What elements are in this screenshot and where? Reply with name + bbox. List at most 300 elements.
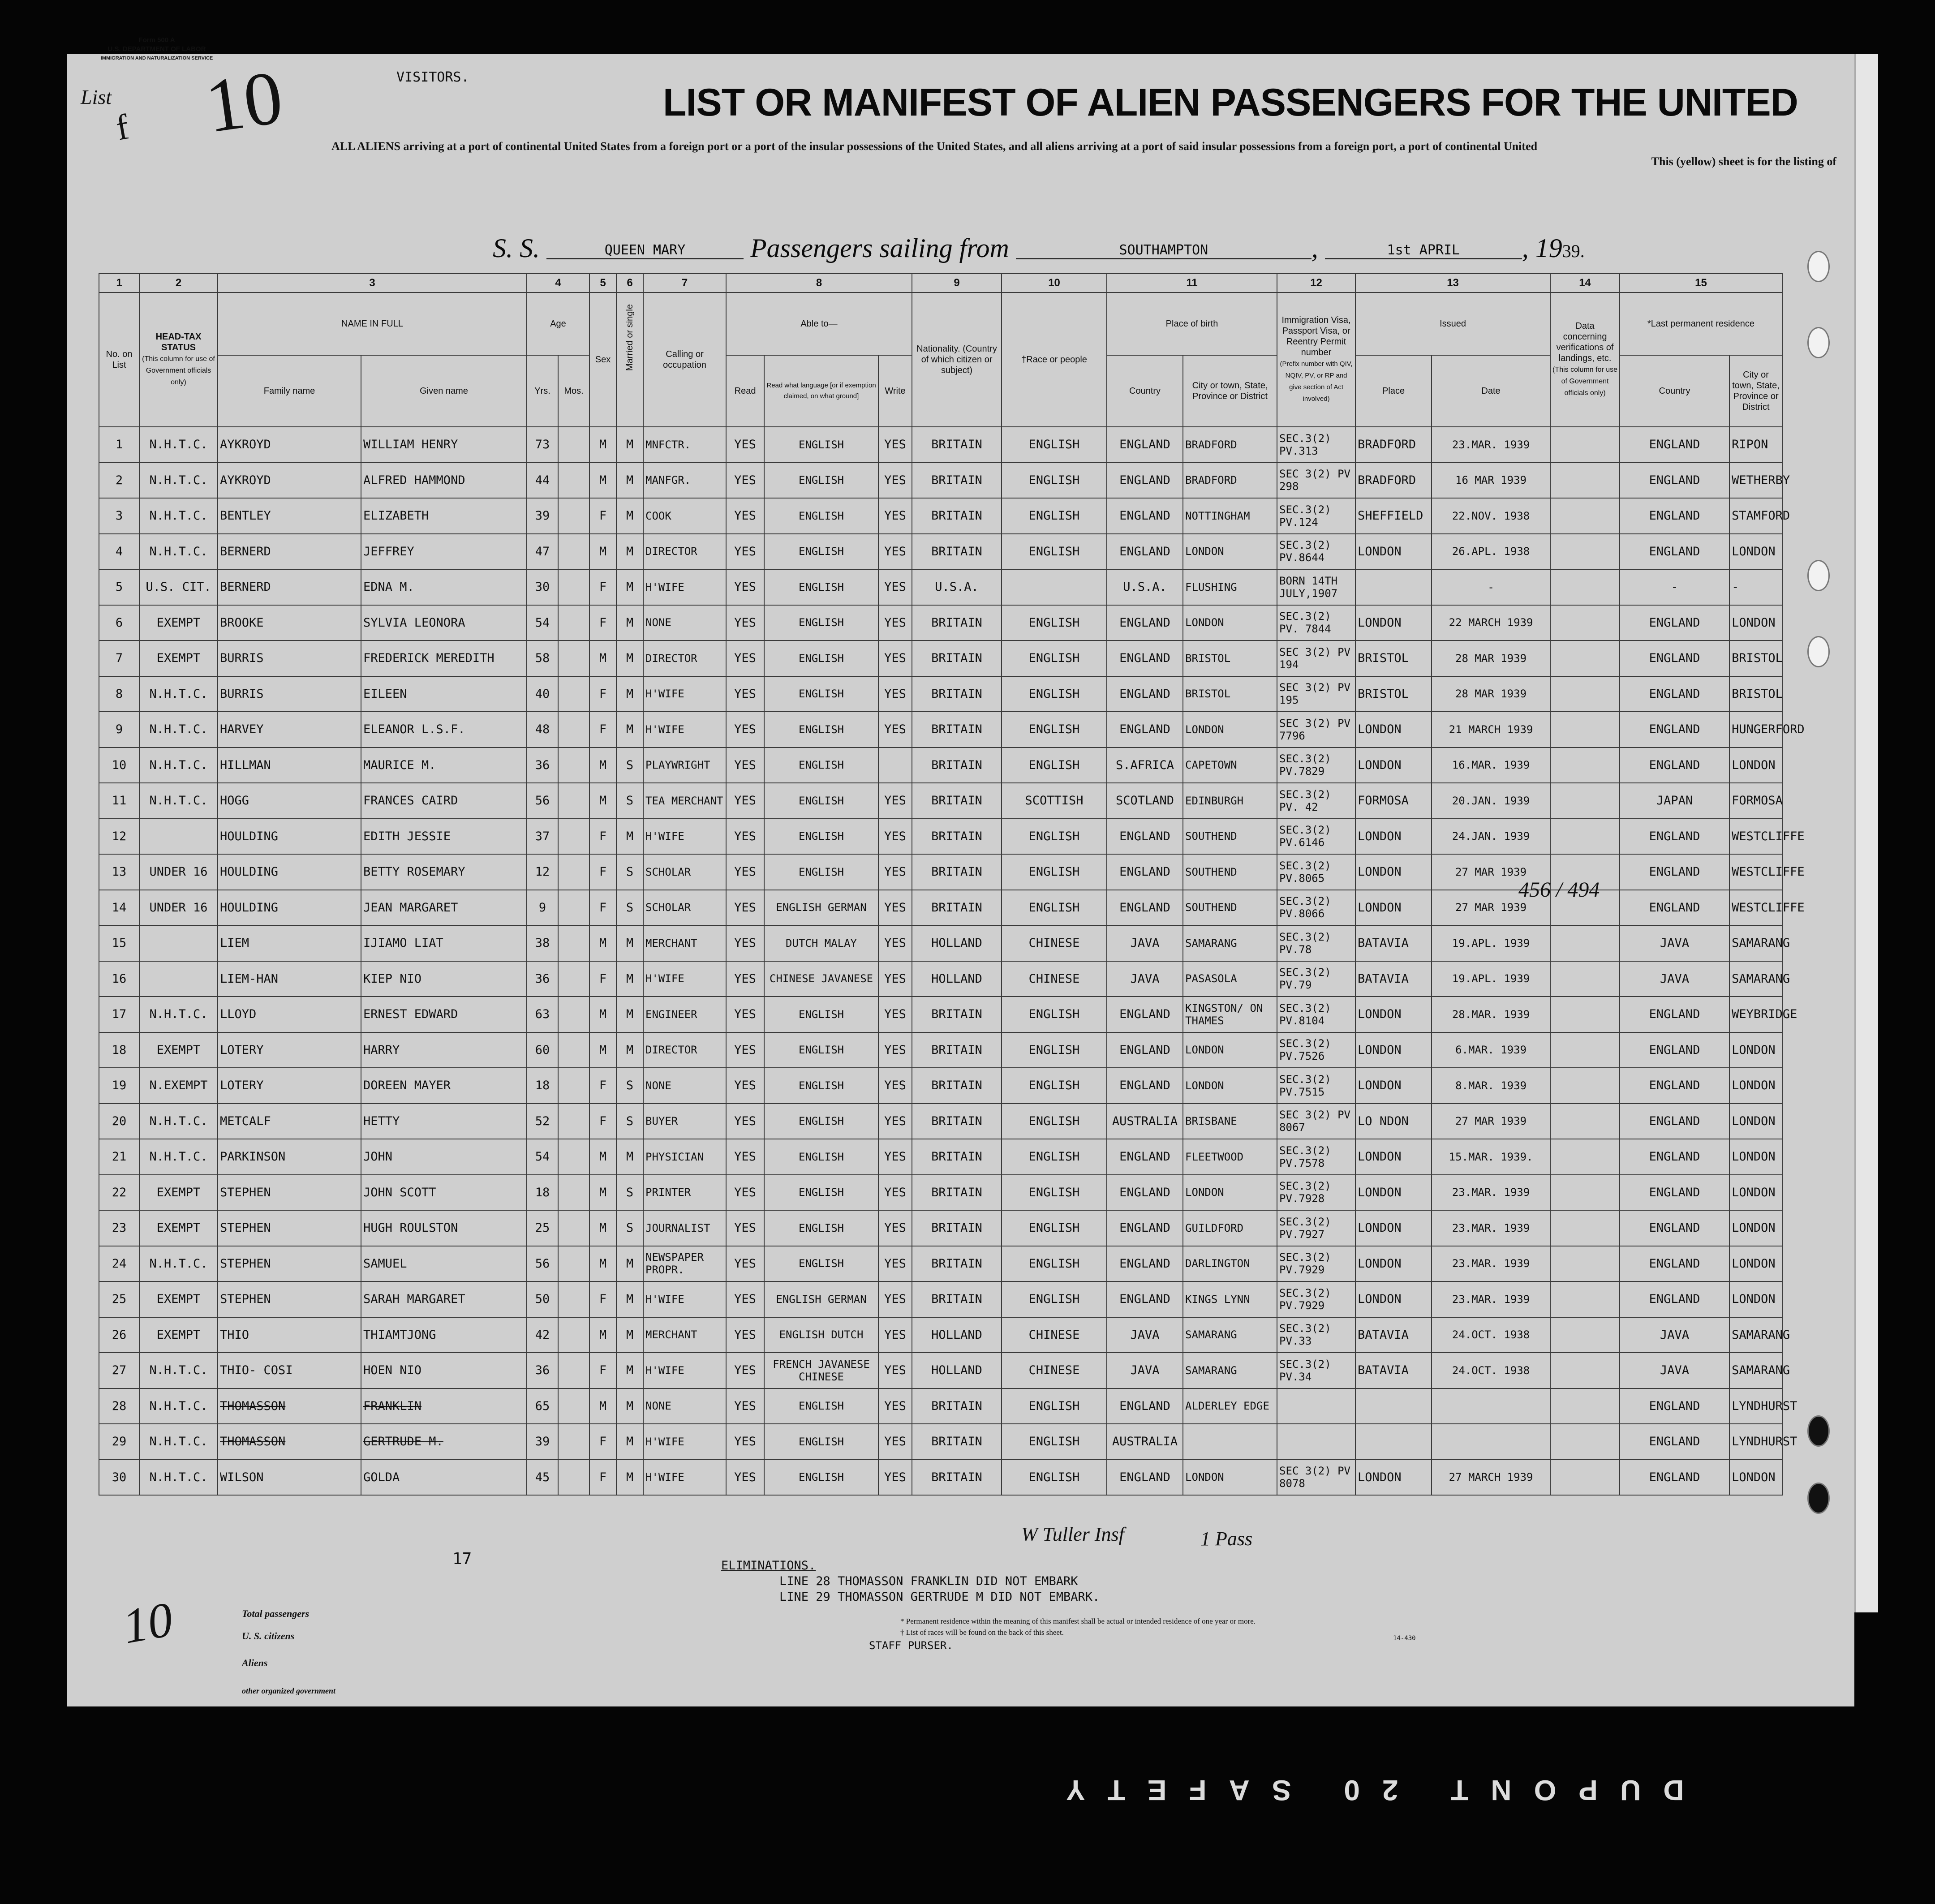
verification-note: (This column for use of Government officials only) xyxy=(1552,366,1618,397)
residence-city: HUNGERFORD xyxy=(1729,712,1782,748)
verification xyxy=(1550,1175,1620,1211)
visa-number: SEC.3(2) PV.7929 xyxy=(1277,1246,1355,1282)
can-read: YES xyxy=(726,1353,764,1388)
residence-country: ENGLAND xyxy=(1620,712,1729,748)
issue-date: 23.MAR. 1939 xyxy=(1432,1210,1550,1246)
residence-country: JAPAN xyxy=(1620,783,1729,819)
nationality: BRITAIN xyxy=(912,819,1002,855)
head-tax-status: N.EXEMPT xyxy=(139,1068,218,1104)
read-language: ENGLISH xyxy=(764,605,878,641)
race: ENGLISH xyxy=(1002,748,1107,783)
occupation: SCHOLAR xyxy=(643,854,726,890)
marital-status: M xyxy=(616,498,643,534)
read-language: ENGLISH xyxy=(764,1424,878,1460)
head-tax-status: N.H.T.C. xyxy=(139,748,218,783)
can-write: YES xyxy=(878,925,912,961)
residence-city: SAMARANG xyxy=(1729,961,1782,997)
race: CHINESE xyxy=(1002,1317,1107,1353)
read-language: CHINESE JAVANESE xyxy=(764,961,878,997)
occupation: H'WIFE xyxy=(643,712,726,748)
residence-city: SAMARANG xyxy=(1729,1353,1782,1388)
age-years: 37 xyxy=(527,819,558,855)
visa-header xyxy=(1277,292,1355,427)
given-name: EILEEN xyxy=(361,676,527,712)
issue-place: LONDON xyxy=(1355,1210,1432,1246)
issue-date: 27 MAR 1939 xyxy=(1432,890,1550,926)
visa-number: SEC.3(2) PV.78 xyxy=(1277,925,1355,961)
birth-city: BRADFORD xyxy=(1183,463,1277,499)
table-row xyxy=(99,748,1782,783)
row-number: 15 xyxy=(99,925,139,961)
residence-country: ENGLAND xyxy=(1620,1210,1729,1246)
can-write: YES xyxy=(878,498,912,534)
given-name: THIAMTJONG xyxy=(361,1317,527,1353)
verification xyxy=(1550,1068,1620,1104)
verification xyxy=(1550,1032,1620,1068)
residence-country: JAVA xyxy=(1620,1317,1729,1353)
residence-city: SAMARANG xyxy=(1729,1317,1782,1353)
header-row-1 xyxy=(99,292,1782,355)
nationality: BRITAIN xyxy=(912,605,1002,641)
table-row xyxy=(99,783,1782,819)
verification xyxy=(1550,427,1620,463)
row-number: 14 xyxy=(99,890,139,926)
sex: F xyxy=(589,1068,616,1104)
marital-status: S xyxy=(616,783,643,819)
issue-place: BATAVIA xyxy=(1355,1317,1432,1353)
nationality: BRITAIN xyxy=(912,1068,1002,1104)
row-number: 1 xyxy=(99,427,139,463)
age-months xyxy=(558,1139,589,1175)
ss-label: S. S. xyxy=(493,233,540,263)
nationality: BRITAIN xyxy=(912,640,1002,676)
can-read: YES xyxy=(726,1388,764,1424)
nationality: BRITAIN xyxy=(912,1104,1002,1139)
occupation: H'WIFE xyxy=(643,1460,726,1496)
issue-place: LONDON xyxy=(1355,1032,1432,1068)
marital-status: S xyxy=(616,1210,643,1246)
residence-country: ENGLAND xyxy=(1620,854,1729,890)
marital-status: M xyxy=(616,1317,643,1353)
issue-date: 23.MAR. 1939 xyxy=(1432,1246,1550,1282)
nationality: BRITAIN xyxy=(912,427,1002,463)
age-years: 38 xyxy=(527,925,558,961)
can-read: YES xyxy=(726,1424,764,1460)
race xyxy=(1002,569,1107,605)
visa-number: SEC.3(2) PV.8104 xyxy=(1277,997,1355,1032)
colnum: 1 xyxy=(99,274,139,292)
issue-date: 21 MARCH 1939 xyxy=(1432,712,1550,748)
head-tax-status: EXEMPT xyxy=(139,640,218,676)
race: ENGLISH xyxy=(1002,1460,1107,1496)
birth-country: ENGLAND xyxy=(1107,819,1183,855)
family-name: STEPHEN xyxy=(218,1175,361,1211)
nationality: BRITAIN xyxy=(912,854,1002,890)
given-name-header: Given name xyxy=(361,355,527,427)
given-name: DOREEN MAYER xyxy=(361,1068,527,1104)
residence-country: - xyxy=(1620,569,1729,605)
issue-date: 27 MARCH 1939 xyxy=(1432,1460,1550,1496)
issue-date: 16 MAR 1939 xyxy=(1432,463,1550,499)
residence-city: BRISTOL xyxy=(1729,640,1782,676)
given-name: SAMUEL xyxy=(361,1246,527,1282)
occupation: NEWSPAPER PROPR. xyxy=(643,1246,726,1282)
race: ENGLISH xyxy=(1002,498,1107,534)
residence-city: LONDON xyxy=(1729,534,1782,570)
visa-number: SEC.3(2) PV.7515 xyxy=(1277,1068,1355,1104)
visa-number: SEC.3(2) PV.7928 xyxy=(1277,1175,1355,1211)
years-header: Yrs. xyxy=(527,355,558,427)
visa-number: SEC.3(2) PV. 7844 xyxy=(1277,605,1355,641)
age-months xyxy=(558,676,589,712)
read-language: ENGLISH xyxy=(764,1210,878,1246)
marital-status: M xyxy=(616,712,643,748)
sex: F xyxy=(589,854,616,890)
verification xyxy=(1550,605,1620,641)
age-months xyxy=(558,748,589,783)
issue-date: 23.MAR. 1939 xyxy=(1432,427,1550,463)
issue-date: 19.APL. 1939 xyxy=(1432,925,1550,961)
nationality: HOLLAND xyxy=(912,925,1002,961)
age-years: 47 xyxy=(527,534,558,570)
marital-status: M xyxy=(616,1424,643,1460)
given-name: FREDERICK MEREDITH xyxy=(361,640,527,676)
visa-number: BORN 14TH JULY,1907 xyxy=(1277,569,1355,605)
read-language: ENGLISH xyxy=(764,854,878,890)
can-read: YES xyxy=(726,961,764,997)
nationality: BRITAIN xyxy=(912,783,1002,819)
residence-country: ENGLAND xyxy=(1620,1424,1729,1460)
read-language: ENGLISH xyxy=(764,640,878,676)
head-tax-status: N.H.T.C. xyxy=(139,783,218,819)
visa-number xyxy=(1277,1388,1355,1424)
residence-city: LONDON xyxy=(1729,1210,1782,1246)
issue-place: BATAVIA xyxy=(1355,1353,1432,1388)
marital-status: M xyxy=(616,534,643,570)
residence-country: ENGLAND xyxy=(1620,819,1729,855)
family-name: WILSON xyxy=(218,1460,361,1496)
residence-city-header: City or town, State, Province or District xyxy=(1729,355,1782,427)
nationality: BRITAIN xyxy=(912,712,1002,748)
issue-date: 23.MAR. 1939 xyxy=(1432,1175,1550,1211)
birth-country: ENGLAND xyxy=(1107,1032,1183,1068)
occupation: H'WIFE xyxy=(643,676,726,712)
can-read: YES xyxy=(726,1317,764,1353)
sex: M xyxy=(589,925,616,961)
colnum: 9 xyxy=(912,274,1002,292)
residence-city: SAMARANG xyxy=(1729,925,1782,961)
can-write xyxy=(878,748,912,783)
sheet-edge xyxy=(1854,54,1878,1612)
read-language: ENGLISH xyxy=(764,569,878,605)
birth-city: SOUTHEND xyxy=(1183,890,1277,926)
colnum: 12 xyxy=(1277,274,1355,292)
family-name: AYKROYD xyxy=(218,427,361,463)
birth-country: ENGLAND xyxy=(1107,427,1183,463)
sex: F xyxy=(589,1460,616,1496)
issue-place: BATAVIA xyxy=(1355,961,1432,997)
read-language: ENGLISH xyxy=(764,1068,878,1104)
can-read: YES xyxy=(726,783,764,819)
issue-date: 23.MAR. 1939 xyxy=(1432,1281,1550,1317)
can-write: YES xyxy=(878,1317,912,1353)
residence-city: LONDON xyxy=(1729,1246,1782,1282)
issue-date: 8.MAR. 1939 xyxy=(1432,1068,1550,1104)
can-write: YES xyxy=(878,427,912,463)
family-name: HOULDING xyxy=(218,890,361,926)
occupation: MERCHANT xyxy=(643,1317,726,1353)
birth-country: ENGLAND xyxy=(1107,1175,1183,1211)
sex: M xyxy=(589,1175,616,1211)
family-name: HOULDING xyxy=(218,819,361,855)
age-years: 44 xyxy=(527,463,558,499)
given-name: JOHN SCOTT xyxy=(361,1175,527,1211)
row-number: 20 xyxy=(99,1104,139,1139)
age-months xyxy=(558,498,589,534)
sex: F xyxy=(589,961,616,997)
race: ENGLISH xyxy=(1002,1032,1107,1068)
race: ENGLISH xyxy=(1002,605,1107,641)
age-years: 25 xyxy=(527,1210,558,1246)
occupation: MANFGR. xyxy=(643,463,726,499)
can-read: YES xyxy=(726,1210,764,1246)
issue-date-header: Date xyxy=(1432,355,1550,427)
verification xyxy=(1550,748,1620,783)
verification xyxy=(1550,1353,1620,1388)
family-name: BENTLEY xyxy=(218,498,361,534)
table-row xyxy=(99,1317,1782,1353)
residence-country: ENGLAND xyxy=(1620,1460,1729,1496)
family-name: HARVEY xyxy=(218,712,361,748)
given-name: FRANCES CAIRD xyxy=(361,783,527,819)
read-language: ENGLISH DUTCH xyxy=(764,1317,878,1353)
visa-number: SEC 3(2) PV 195 xyxy=(1277,676,1355,712)
table-row xyxy=(99,427,1782,463)
marital-status: M xyxy=(616,605,643,641)
table-row xyxy=(99,925,1782,961)
birth-country: JAVA xyxy=(1107,1317,1183,1353)
age-months xyxy=(558,1317,589,1353)
occupation: SCHOLAR xyxy=(643,890,726,926)
can-read: YES xyxy=(726,1246,764,1282)
occupation: H'WIFE xyxy=(643,1424,726,1460)
can-write: YES xyxy=(878,1246,912,1282)
married-header-text: Married or single xyxy=(625,304,635,371)
occupation: DIRECTOR xyxy=(643,640,726,676)
calling-header: Calling or occupation xyxy=(643,292,726,427)
nationality: BRITAIN xyxy=(912,676,1002,712)
row-number: 30 xyxy=(99,1460,139,1496)
family-name: AYKROYD xyxy=(218,463,361,499)
visa-number: SEC.3(2) PV.8644 xyxy=(1277,534,1355,570)
verification xyxy=(1550,498,1620,534)
race: ENGLISH xyxy=(1002,427,1107,463)
age-months xyxy=(558,1281,589,1317)
marital-status: S xyxy=(616,748,643,783)
birth-country: ENGLAND xyxy=(1107,463,1183,499)
sex: F xyxy=(589,712,616,748)
age-months xyxy=(558,890,589,926)
birth-country: S.AFRICA xyxy=(1107,748,1183,783)
given-name: HETTY xyxy=(361,1104,527,1139)
given-name: GOLDA xyxy=(361,1460,527,1496)
birth-city-header: City or town, State, Province or District xyxy=(1183,355,1277,427)
birth-country: ENGLAND xyxy=(1107,1139,1183,1175)
residence-city: WESTCLIFFE xyxy=(1729,854,1782,890)
marital-status: S xyxy=(616,1104,643,1139)
visa-number: SEC 3(2) PV 7796 xyxy=(1277,712,1355,748)
age-years: 40 xyxy=(527,676,558,712)
age-months xyxy=(558,1246,589,1282)
head-tax-status: U.S. CIT. xyxy=(139,569,218,605)
given-name: ERNEST EDWARD xyxy=(361,997,527,1032)
verification xyxy=(1550,712,1620,748)
row-number: 4 xyxy=(99,534,139,570)
head-tax-status: N.H.T.C. xyxy=(139,1424,218,1460)
can-read: YES xyxy=(726,712,764,748)
residence-country: ENGLAND xyxy=(1620,498,1729,534)
head-tax-status: EXEMPT xyxy=(139,1317,218,1353)
birth-country: ENGLAND xyxy=(1107,605,1183,641)
marital-status: M xyxy=(616,961,643,997)
read-language: ENGLISH xyxy=(764,534,878,570)
table-row xyxy=(99,498,1782,534)
race: ENGLISH xyxy=(1002,1175,1107,1211)
can-write: YES xyxy=(878,1388,912,1424)
inspector-note: W Tuller Insf xyxy=(1021,1523,1124,1545)
residence-city: LYNDHURST xyxy=(1729,1388,1782,1424)
form-code: 14-430 xyxy=(1393,1635,1416,1642)
age-months xyxy=(558,1068,589,1104)
given-name: JOHN xyxy=(361,1139,527,1175)
marital-status: M xyxy=(616,1460,643,1496)
visa-number: SEC.3(2) PV.79 xyxy=(1277,961,1355,997)
residence-city: WESTCLIFFE xyxy=(1729,819,1782,855)
birth-country: JAVA xyxy=(1107,961,1183,997)
race: ENGLISH xyxy=(1002,819,1107,855)
issue-place: LONDON xyxy=(1355,1175,1432,1211)
birth-city: LONDON xyxy=(1183,1068,1277,1104)
head-tax-title: HEAD-TAX STATUS xyxy=(155,332,202,352)
family-name: BURRIS xyxy=(218,676,361,712)
footnote-races: † List of races will be found on the back of this sheet. xyxy=(900,1628,1064,1637)
age-years: 60 xyxy=(527,1032,558,1068)
residence-country-header: Country xyxy=(1620,355,1729,427)
age-years: 56 xyxy=(527,783,558,819)
sex: F xyxy=(589,569,616,605)
verification xyxy=(1550,676,1620,712)
nationality: HOLLAND xyxy=(912,1317,1002,1353)
occupation: H'WIFE xyxy=(643,1281,726,1317)
row-number: 27 xyxy=(99,1353,139,1388)
marital-status: M xyxy=(616,427,643,463)
residence-city: LYNDHURST xyxy=(1729,1424,1782,1460)
sex: M xyxy=(589,463,616,499)
can-write: YES xyxy=(878,1210,912,1246)
row-number: 6 xyxy=(99,605,139,641)
staff-purser-label: STAFF PURSER. xyxy=(869,1639,953,1652)
occupation: NONE xyxy=(643,1068,726,1104)
read-language: DUTCH MALAY xyxy=(764,925,878,961)
film-edge-marking: DUPONT 20 SAFETY xyxy=(1044,1774,1684,1806)
read-language: ENGLISH xyxy=(764,1460,878,1496)
read-language: ENGLISH xyxy=(764,997,878,1032)
colnum: 7 xyxy=(643,274,726,292)
residence-country: ENGLAND xyxy=(1620,1068,1729,1104)
service-name: IMMIGRATION AND NATURALIZATION SERVICE xyxy=(100,56,213,61)
verification-handwriting: 456 / 494 xyxy=(1518,878,1600,902)
occupation: MNFCTR. xyxy=(643,427,726,463)
age-years: 65 xyxy=(527,1388,558,1424)
can-write: YES xyxy=(878,1139,912,1175)
read-language: ENGLISH xyxy=(764,783,878,819)
issue-date: 26.APL. 1938 xyxy=(1432,534,1550,570)
head-tax-status xyxy=(139,925,218,961)
sex-header: Sex xyxy=(589,292,616,427)
visa-number: SEC 3(2) PV 8078 xyxy=(1277,1460,1355,1496)
issue-place: LONDON xyxy=(1355,1068,1432,1104)
birth-city: EDINBURGH xyxy=(1183,783,1277,819)
birth-city: GUILDFORD xyxy=(1183,1210,1277,1246)
birth-country: ENGLAND xyxy=(1107,854,1183,890)
visa-number: SEC.3(2) PV.313 xyxy=(1277,427,1355,463)
issue-date: - xyxy=(1432,569,1550,605)
table-row xyxy=(99,605,1782,641)
race: ENGLISH xyxy=(1002,1068,1107,1104)
age-years: 36 xyxy=(527,1353,558,1388)
race: ENGLISH xyxy=(1002,1104,1107,1139)
head-tax-status: N.H.T.C. xyxy=(139,1139,218,1175)
residence-header: *Last permanent residence xyxy=(1620,292,1782,355)
residence-city: LONDON xyxy=(1729,1460,1782,1496)
birth-city: BRADFORD xyxy=(1183,427,1277,463)
can-read: YES xyxy=(726,1032,764,1068)
residence-city: LONDON xyxy=(1729,1281,1782,1317)
issue-place: LONDON xyxy=(1355,534,1432,570)
can-read: YES xyxy=(726,498,764,534)
can-read: YES xyxy=(726,1139,764,1175)
residence-country: JAVA xyxy=(1620,925,1729,961)
occupation: DIRECTOR xyxy=(643,1032,726,1068)
can-write: YES xyxy=(878,463,912,499)
can-read: YES xyxy=(726,1104,764,1139)
birth-city: KINGSTON/ ON THAMES xyxy=(1183,997,1277,1032)
birth-country: ENGLAND xyxy=(1107,1460,1183,1496)
occupation: PHYSICIAN xyxy=(643,1139,726,1175)
row-number: 8 xyxy=(99,676,139,712)
age-months xyxy=(558,997,589,1032)
row-number: 19 xyxy=(99,1068,139,1104)
residence-country: ENGLAND xyxy=(1620,1139,1729,1175)
sex: M xyxy=(589,1246,616,1282)
visa-number: SEC.3(2) PV.7927 xyxy=(1277,1210,1355,1246)
issue-date: 22 MARCH 1939 xyxy=(1432,605,1550,641)
issue-place: LONDON xyxy=(1355,712,1432,748)
residence-country: ENGLAND xyxy=(1620,463,1729,499)
can-read: YES xyxy=(726,748,764,783)
can-write: YES xyxy=(878,1353,912,1388)
occupation: MERCHANT xyxy=(643,925,726,961)
can-write: YES xyxy=(878,1175,912,1211)
birth-country-header: Country xyxy=(1107,355,1183,427)
can-read: YES xyxy=(726,997,764,1032)
residence-city: STAMFORD xyxy=(1729,498,1782,534)
age-months xyxy=(558,605,589,641)
sex: F xyxy=(589,1353,616,1388)
head-tax-status: N.H.T.C. xyxy=(139,1353,218,1388)
nationality: HOLLAND xyxy=(912,1353,1002,1388)
table-row xyxy=(99,1210,1782,1246)
